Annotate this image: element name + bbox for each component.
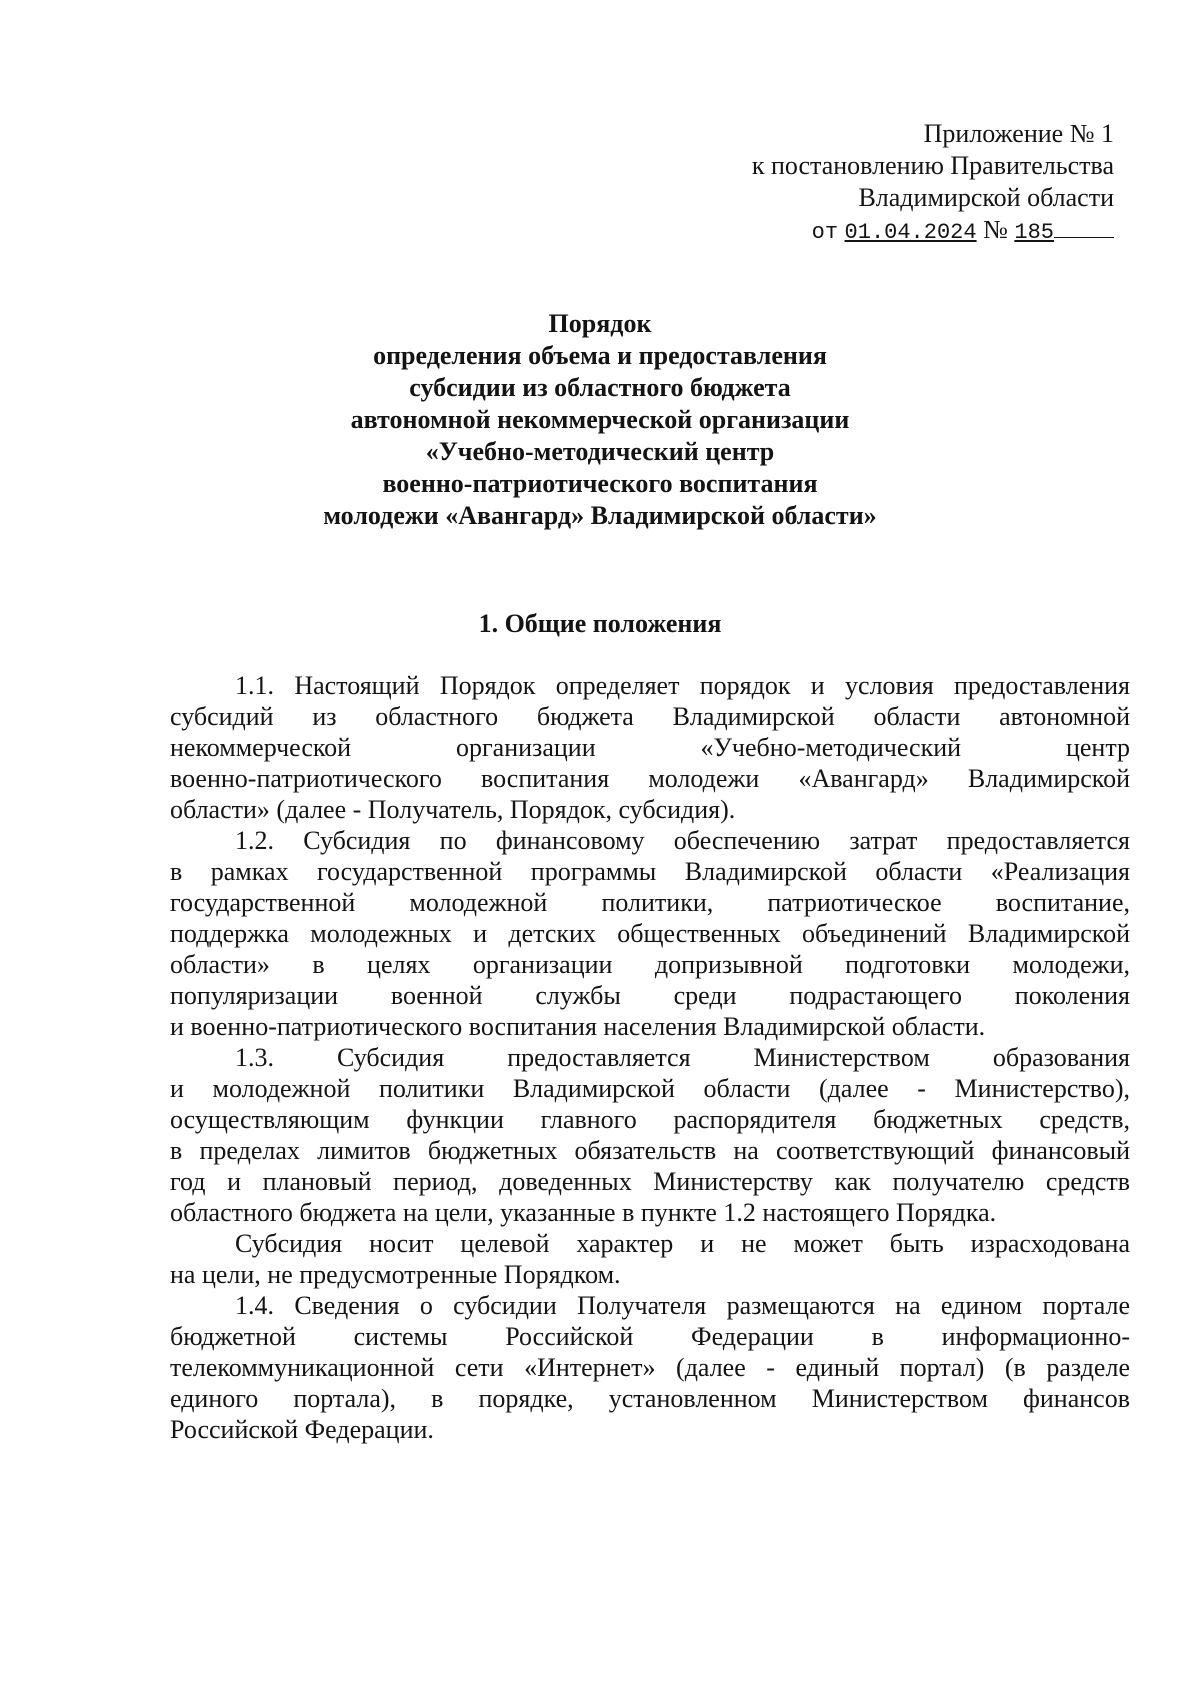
title-line: военно-патриотического воспитания [382,469,818,498]
paragraph-1-4 [170,1290,1130,1445]
title-line: определения объема и предоставления [373,341,827,370]
text-line: некоммерческой организации «Учебно-методический центр [170,733,1130,762]
text-line: поддержка молодежных и детских общественных объединений Владимирской [170,919,1130,948]
section-heading: 1. Общие положения [478,609,722,638]
number-underline [1054,217,1114,238]
date-prefix: от [811,220,839,245]
text-line: субсидий из областного бюджета Владимирской области автономной [170,702,1130,731]
text-line: государственной молодежной политики, патриотическое воспитание, [170,888,1130,917]
section-body [170,670,1130,1445]
paragraph-1-1 [170,670,1130,825]
resolution-date: 01.04.2024 [844,220,977,245]
text-line: 1.1. Настоящий Порядок определяет порядок и условия предоставления [235,671,1130,700]
text-line: 1.2. Субсидия по финансовому обеспечению затрат предоставляется [235,826,1130,855]
title-line: автономной некоммерческой организации [350,405,850,434]
text-line: в пределах лимитов бюджетных обязательств на соответствующий финансовый [170,1136,1130,1165]
paragraph-1-3 [170,1042,1130,1228]
text-line: бюджетной системы Российской Федерации в информационно- [170,1322,1130,1351]
text-line: на цели, не предусмотренные Порядком. [170,1260,621,1289]
title-line: Порядок [548,309,652,338]
document-title [140,308,1060,532]
appendix-title: Приложение № 1 [923,119,1114,148]
appendix-date-line [752,214,1114,249]
text-line: популяризации военной службы среди подрастающего поколения [170,981,1130,1010]
text-line: военно-патриотического воспитания молодежи «Авангард» Владимирской [170,764,1130,793]
text-line: Субсидия носит целевой характер и не может быть израсходована [235,1229,1130,1258]
number-sign: № [983,215,1008,244]
resolution-number: 185 [1014,220,1054,245]
text-line: осуществляющим функции главного распорядителя бюджетных средств, [170,1105,1130,1134]
text-line: единого портала), в порядке, установленном Министерством финансов [170,1384,1130,1413]
text-line: год и плановый период, доведенных Министерству как получателю средств [170,1167,1130,1196]
paragraph-1-3-purpose [170,1228,1130,1290]
appendix-block [752,118,1114,249]
text-line: и военно-патриотического воспитания населения Владимирской области. [170,1012,986,1041]
text-line: телекоммуникационной сети «Интернет» (далее - единый портал) (в разделе [170,1353,1130,1382]
text-line: 1.3. Субсидия предоставляется Министерством образования [235,1043,1130,1072]
text-line: области» в целях организации допризывной подготовки молодежи, [170,950,1130,979]
text-line: Российской Федерации. [170,1415,434,1444]
text-line: области» (далее - Получатель, Порядок, субсидия). [170,795,736,824]
title-line: субсидии из областного бюджета [409,373,791,402]
text-line: в рамках государственной программы Владимирской области «Реализация [170,857,1130,886]
title-line: «Учебно-методический центр [425,437,775,466]
paragraph-1-2 [170,825,1130,1042]
text-line: и молодежной политики Владимирской области (далее - Министерство), [170,1074,1130,1103]
title-line: молодежи «Авангард» Владимирской области» [323,501,877,530]
text-line: 1.4. Сведения о субсидии Получателя размещаются на едином портале [235,1291,1130,1320]
appendix-resolution: к постановлению Правительства [751,151,1114,180]
text-line: областного бюджета на цели, указанные в пункте 1.2 настоящего Порядка. [170,1198,997,1227]
appendix-region: Владимирской области [858,183,1114,212]
